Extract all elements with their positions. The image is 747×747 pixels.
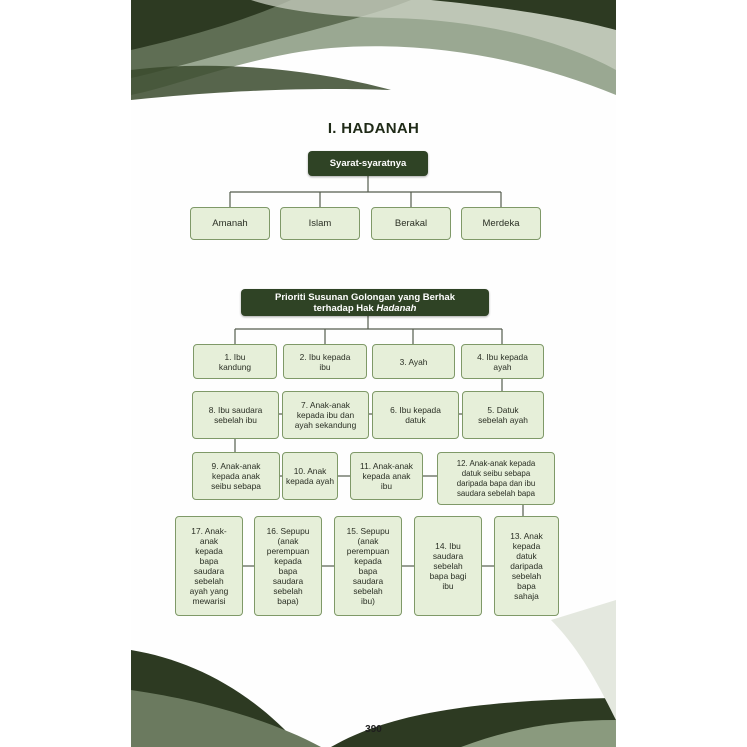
priority-box-15: 15. Sepupu (anak perempuan kepada bapa saudara sebelah ibu)	[334, 516, 402, 616]
priority-box-5: 5. Datuk sebelah ayah	[462, 391, 544, 439]
condition-box: Merdeka	[461, 207, 541, 240]
condition-box: Berakal	[371, 207, 451, 240]
priority-box-1: 1. Ibu kandung	[193, 344, 277, 379]
priority-header-line1: Prioriti Susunan Golongan yang Berhak	[275, 291, 455, 303]
priority-box-9: 9. Anak-anak kepada anak seibu sebapa	[192, 452, 280, 500]
priority-header	[241, 289, 489, 316]
priority-box-8: 8. Ibu saudara sebelah ibu	[192, 391, 279, 439]
priority-box-17: 17. Anak- anak kepada bapa saudara sebelah ayah yang mewarisi	[175, 516, 243, 616]
priority-header-line2: terhadap Hak Hadanah	[313, 302, 417, 314]
priority-box-3: 3. Ayah	[372, 344, 455, 379]
priority-box-4: 4. Ibu kepada ayah	[461, 344, 544, 379]
hadanah-italic: Hadanah	[376, 302, 417, 314]
book-page	[131, 0, 616, 747]
page-title: I. HADANAH	[327, 120, 420, 137]
condition-box: Islam	[280, 207, 360, 240]
conditions-header: Syarat-syaratnya	[308, 151, 428, 176]
priority-box-6: 6. Ibu kepada datuk	[372, 391, 459, 439]
priority-box-7: 7. Anak-anak kepada ibu dan ayah sekandung	[282, 391, 369, 439]
priority-box-13: 13. Anak kepada datuk daripada sebelah bapa sahaja	[494, 516, 559, 616]
priority-box-14: 14. Ibu saudara sebelah bapa bagi ibu	[414, 516, 482, 616]
condition-box: Amanah	[190, 207, 270, 240]
page-number: 390	[365, 724, 382, 735]
priority-box-2: 2. Ibu kepada ibu	[283, 344, 367, 379]
priority-box-12: 12. Anak-anak kepada datuk seibu sebapa daripada bapa dan ibu saudara sebelah bapa	[437, 452, 555, 505]
priority-box-10: 10. Anak kepada ayah	[282, 452, 338, 500]
priority-box-16: 16. Sepupu (anak perempuan kepada bapa saudara sebelah bapa)	[254, 516, 322, 616]
priority-box-11: 11. Anak-anak kepada anak ibu	[350, 452, 423, 500]
